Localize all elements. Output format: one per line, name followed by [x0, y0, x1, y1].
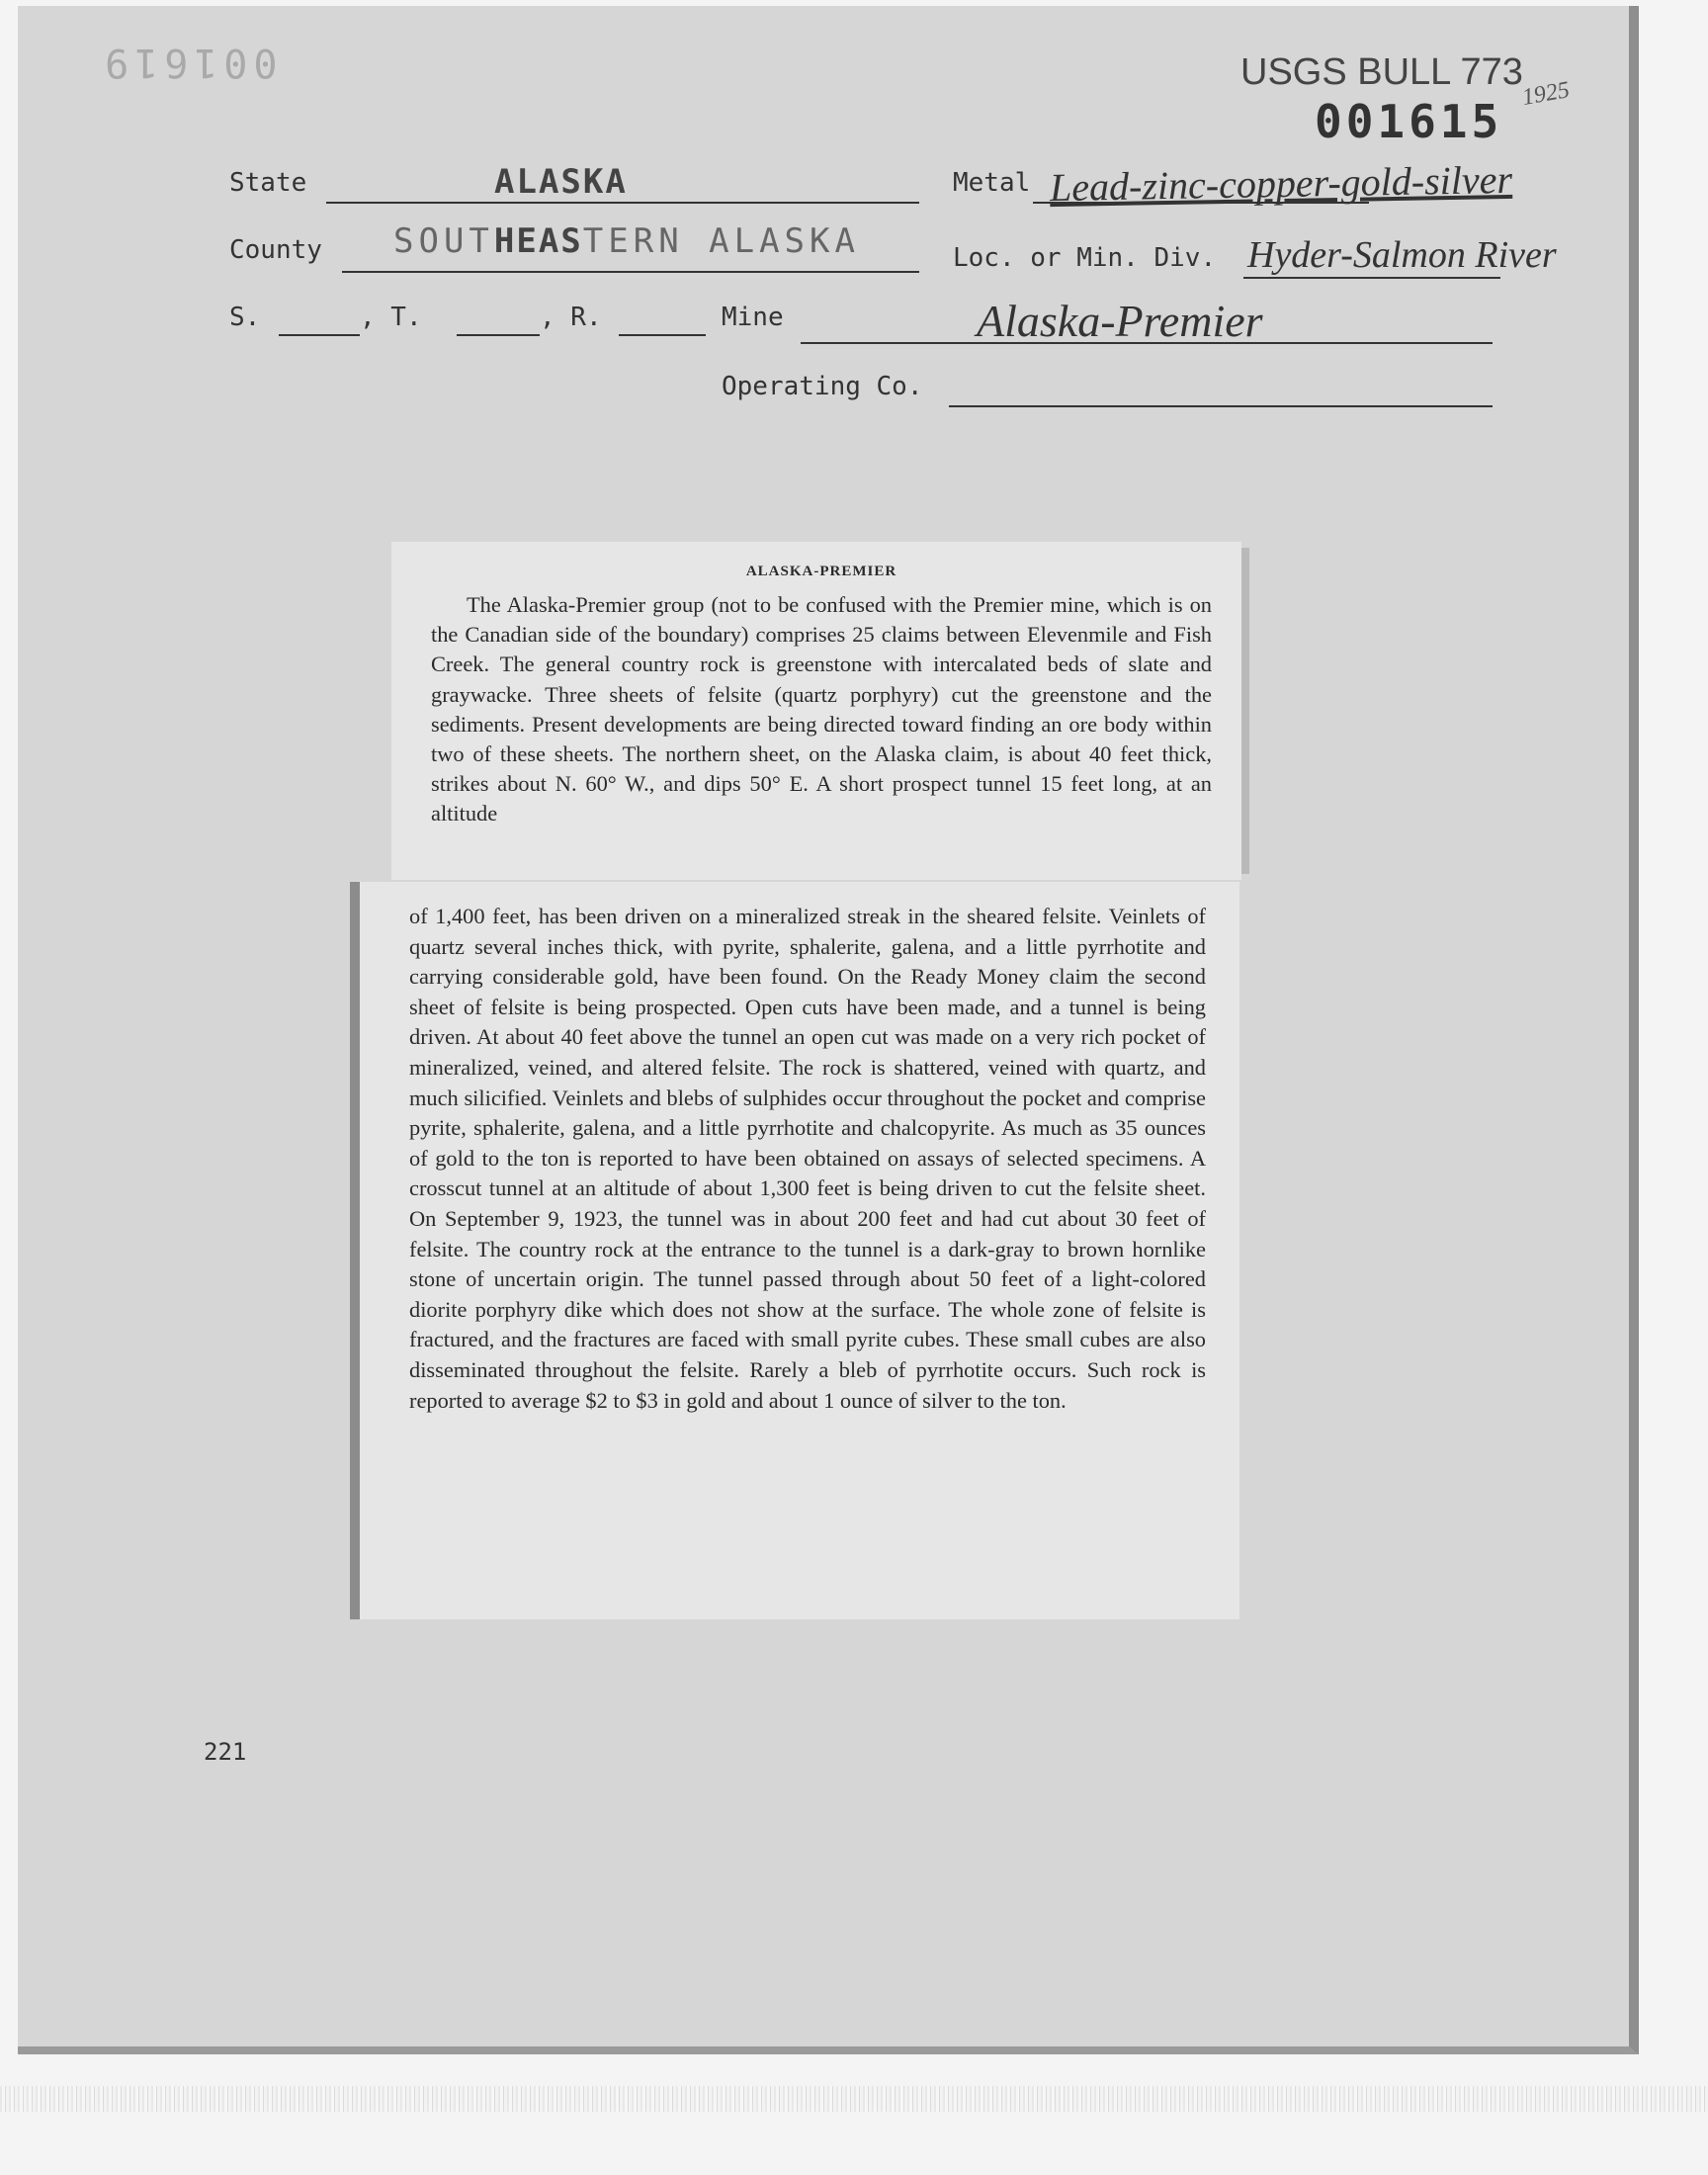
mine-label: Mine — [722, 303, 784, 332]
loc-line — [1243, 277, 1500, 279]
loc-label: Loc. or Min. Div. — [953, 243, 1217, 273]
county-line — [342, 271, 919, 273]
loc-value: Hyder-Salmon River — [1247, 234, 1557, 276]
clipping-top — [391, 542, 1241, 880]
metal-value: Lead-zinc-copper-gold-silver — [1049, 156, 1513, 211]
township-label: , T. — [360, 303, 422, 332]
state-value: ALASKA — [494, 162, 628, 202]
section-line — [279, 334, 360, 336]
mine-value: Alaska-Premier — [977, 296, 1263, 346]
operating-line — [949, 405, 1493, 407]
county-value-rest: TERN ALASKA — [582, 221, 860, 261]
township-line — [457, 334, 540, 336]
range-line — [619, 334, 706, 336]
county-value-bold: HEAS — [493, 221, 583, 261]
page-number: 221 — [204, 1738, 247, 1766]
collection-stamp: USGS BULL 773 — [1240, 51, 1523, 93]
clipping-bottom — [350, 882, 1239, 1619]
county-value-faint: SOUT — [393, 221, 494, 261]
state-line — [326, 202, 919, 204]
serial-number: 001615 — [1315, 95, 1503, 148]
clipping-heading: ALASKA-PREMIER — [745, 564, 897, 579]
clipping-paragraph-1: The Alaska-Premier group (not to be confused with the Premier mine, which is on the Canadian side of the boundary) comprises 25 claims between Elevenmile and Fish Creek. The general country rock is greenstone with intercalated beds of slate and graywacke. Three sheets of felsite (quartz porphyry) cut the greenstone and the sediments. Present developments are being directed toward finding an ore body within two of these sheets. The northern sheet, on the Alaska claim, is about 40 feet thick, strikes about N. 60° W., and dips 50° E. A short prospect tunnel 15 feet long, at an altitude — [431, 592, 1212, 826]
county-label: County — [229, 235, 322, 265]
state-label: State — [229, 168, 307, 198]
scan-artifact — [0, 2086, 1708, 2112]
top-left-stamp: 001619 — [99, 40, 278, 85]
range-label: , R. — [540, 303, 602, 332]
handwritten-year: 1925 — [1520, 77, 1572, 111]
county-value — [393, 221, 860, 261]
operating-label: Operating Co. — [722, 372, 923, 401]
section-label: S. — [229, 303, 261, 332]
clipping-paragraph-2: of 1,400 feet, has been driven on a mineralized streak in the sheared felsite. Veinlets of quartz several inches thick, with pyrite, sphalerite, galena, and a little pyrrhotite and carrying considerable gold, have been found. On the Ready Money claim the second sheet of felsite is being prospected. Open cuts have been made, and a tunnel is being driven. At about 40 feet above the tunnel an open cut was made on a very rich pocket of mineralized, veined, and altered felsite. The rock is shattered, veined with quartz, and much silicified. Veinlets and blebs of sulphides occur throughout the pocket and comprise pyrite, sphalerite, galena, and a little pyrrhotite and chalcopyrite. As much as 35 ounces of gold to the ton is reported to have been obtained on assays of selected specimens. A crosscut tunnel at an altitude of about 1,300 feet is being driven to cut the felsite sheet. On September 9, 1923, the tunnel was in about 200 feet and had cut about 30 feet of felsite. The country rock at the entrance to the tunnel is a dark-gray to brown hornlike stone of uncertain origin. The tunnel passed through about 50 feet of a light-colored diorite porphyry dike which does not show at the surface. The whole zone of felsite is fractured, and the fractures are faced with small pyrite cubes. These small cubes are also disseminated throughout the felsite. Rarely a bleb of pyrrhotite occurs. Such rock is reported to average $2 to $3 in gold and about 1 ounce of silver to the ton. — [409, 904, 1206, 1413]
metal-label: Metal — [953, 168, 1031, 198]
